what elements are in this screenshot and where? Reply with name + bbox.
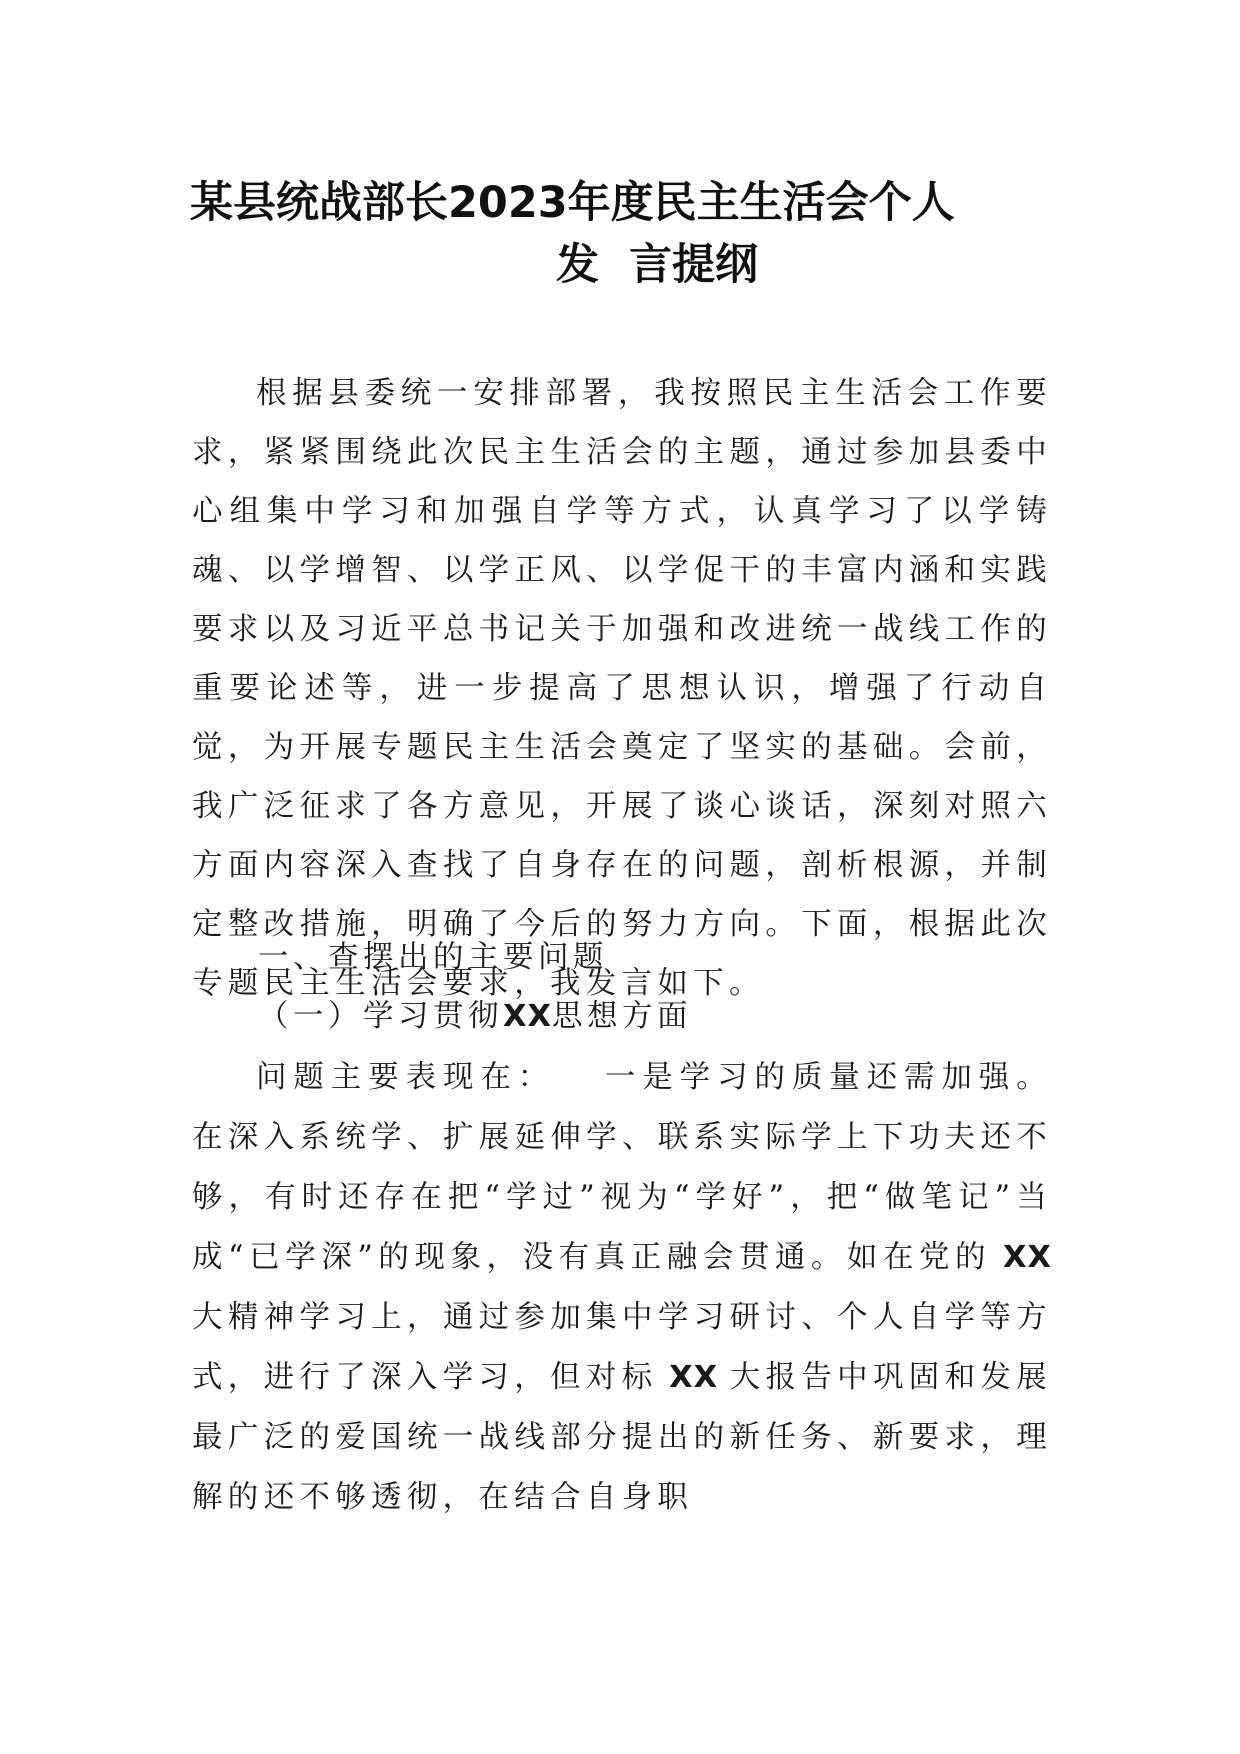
problem-paragraph-xx2: XX	[657, 1360, 730, 1395]
subsection-heading-1	[258, 987, 1052, 1046]
problem-paragraph-part3: 大报告中巩固和发展最广泛的爱国统一战线部分提出的新任务、新要求，理解的还不够透彻，在结合自身职	[192, 1360, 1052, 1515]
problem-paragraph	[192, 1048, 1064, 1528]
problem-paragraph-part1: 问题主要表现在： 一是学习的质量还需加强。在深入系统学、扩展延伸学、联系实际学上下功夫还不够，有时还存在把“学过”视为“学好”，把“做笔记”当成“已学深”的现象，没有真正融会贯通。如在党的	[192, 1060, 1052, 1275]
intro-paragraph: 根据县委统一安排部署，我按照民主生活会工作要求，紧紧围绕此次民主生活会的主题，通过参加县委中心组集中学习和加强自学等方式，认真学习了以学铸魂、以学增智、以学正风、以学促干的丰富内涵和实践要求以及习近平总书记关于加强和改进统一战线工作的重要论述等，进一步提高了思想认识，增强了行动自觉，为开展专题民主生活会奠定了坚实的基础。会前，我广泛征求了各方意见，开展了谈心谈话，深刻对照六方面内容深入查找了自身存在的问题，剖析根源，并制定整改措施，明确了今后的努力方向。下面，根据此次专题民主生活会要求，我发言如下。	[192, 376, 1052, 1001]
section-heading-1: 一、查摆出的主要问题	[258, 940, 608, 975]
subsection-heading-suffix: 思想方面	[552, 999, 693, 1034]
subsection-heading-prefix: （一）学习贯彻	[258, 999, 503, 1034]
problem-paragraph-xx1: XX	[991, 1240, 1064, 1275]
document-title-line1: 某县统战部长2023年度民主生活会个人	[190, 178, 955, 228]
document-title-line2: 发 言提纲	[556, 240, 758, 290]
subsection-heading-xx: XX	[503, 999, 553, 1034]
problem-paragraph-part2: 大精神学习上，通过参加集中学习研讨、个人自学等方式，进行了深入学习，但对标	[192, 1300, 1052, 1395]
